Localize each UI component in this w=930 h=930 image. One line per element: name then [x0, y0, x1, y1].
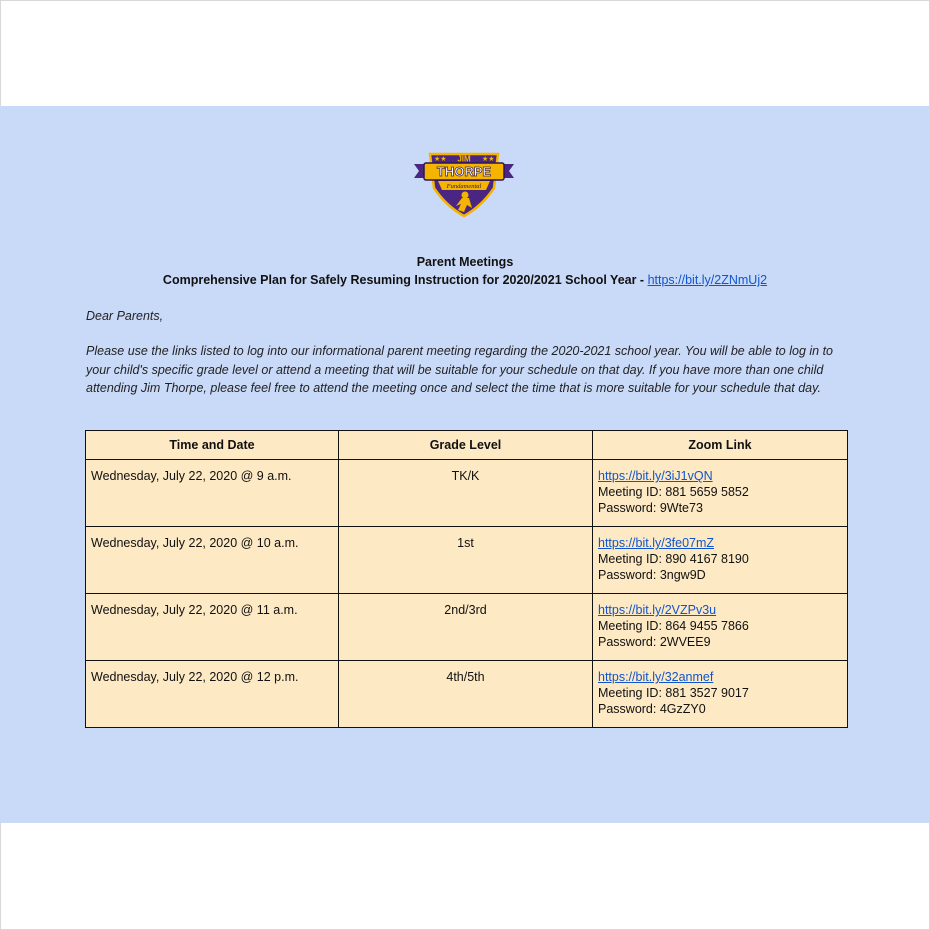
plan-link[interactable]: https://bit.ly/2ZNmUj2 — [647, 273, 768, 287]
meeting-time: Wednesday, July 22, 2020 @ 9 a.m. — [86, 460, 339, 527]
meeting-password: Password: 2WVEE9 — [598, 635, 711, 649]
header-grade-level: Grade Level — [339, 431, 593, 460]
meeting-password: Password: 3ngw9D — [598, 568, 706, 582]
meeting-password: Password: 4GzZY0 — [598, 702, 706, 716]
meeting-time: Wednesday, July 22, 2020 @ 12 p.m. — [86, 661, 339, 728]
meeting-id: Meeting ID: 890 4167 8190 — [598, 552, 749, 566]
logo-jim-text: JIM — [457, 154, 471, 164]
meeting-schedule-table — [85, 430, 848, 728]
subtitle-text: Comprehensive Plan for Safely Resuming Instruction for 2020/2021 School Year - — [162, 273, 648, 287]
zoom-link[interactable]: https://bit.ly/2VZPv3u — [598, 603, 717, 617]
meeting-id: Meeting ID: 881 3527 9017 — [598, 686, 749, 700]
zoom-cell — [593, 661, 848, 728]
zoom-link[interactable]: https://bit.ly/3fe07mZ — [598, 536, 715, 550]
svg-text:★★: ★★ — [434, 155, 447, 163]
meeting-id: Meeting ID: 881 5659 5852 — [598, 485, 749, 499]
table-row — [86, 527, 848, 594]
zoom-cell — [593, 594, 848, 661]
header-time-date: Time and Date — [86, 431, 339, 460]
zoom-link[interactable]: https://bit.ly/32anmef — [598, 670, 714, 684]
page-title: Parent Meetings — [416, 255, 514, 269]
zoom-cell — [593, 527, 848, 594]
zoom-cell — [593, 460, 848, 527]
letter-salutation: Dear Parents, — [86, 309, 164, 323]
meeting-grade: 2nd/3rd — [339, 594, 593, 661]
logo-thorpe-text: THORPE — [436, 164, 492, 179]
meeting-grade: 4th/5th — [339, 661, 593, 728]
meeting-grade: TK/K — [339, 460, 593, 527]
svg-text:★★: ★★ — [482, 155, 495, 163]
meeting-time: Wednesday, July 22, 2020 @ 11 a.m. — [86, 594, 339, 661]
table-header-row — [86, 431, 848, 460]
letter-body: Please use the links listed to log into our informational parent meeting regarding the 2020-2021 school year. You will be able to log in to your child's specific grade level or attend a meeting that will be suitable for your schedule on that day. If you have more than one child attending Jim Thorpe, please feel free to attend the meeting once and select the time that is more suitable for your schedule that day. — [86, 344, 833, 395]
meeting-time: Wednesday, July 22, 2020 @ 10 a.m. — [86, 527, 339, 594]
logo-fundamental-text: Fundamental — [446, 183, 482, 190]
header-zoom-link: Zoom Link — [593, 431, 848, 460]
school-logo — [412, 150, 516, 222]
meeting-password: Password: 9Wte73 — [598, 501, 703, 515]
meeting-grade: 1st — [339, 527, 593, 594]
zoom-link[interactable]: https://bit.ly/3iJ1vQN — [598, 469, 713, 483]
page-subtitle — [0, 273, 930, 287]
table-row — [86, 594, 848, 661]
table-row — [86, 460, 848, 527]
meeting-id: Meeting ID: 864 9455 7866 — [598, 619, 749, 633]
table-row — [86, 661, 848, 728]
